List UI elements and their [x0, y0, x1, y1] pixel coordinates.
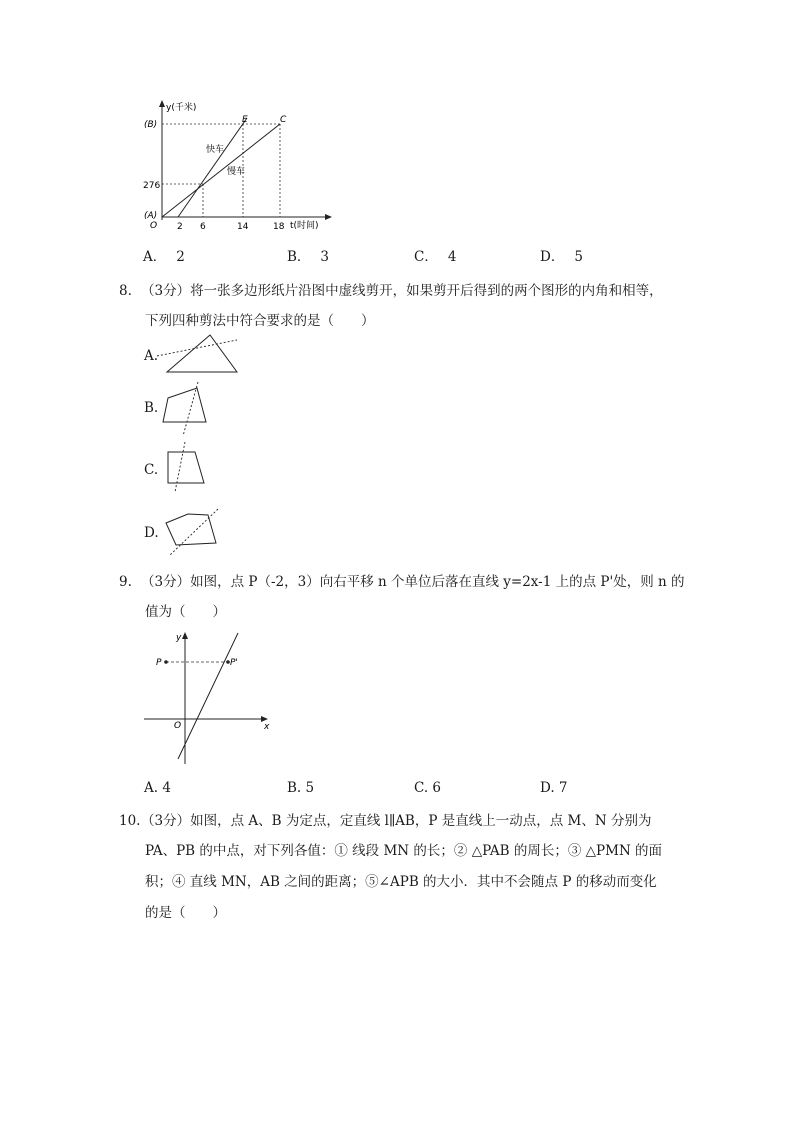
q9-option-c[interactable]: C. 6: [414, 780, 442, 796]
q10-text-line-2: PA、PB 的中点，对下列各值：① 线段 MN 的长；② △PAB 的周长；③ △PMN 的面: [145, 843, 663, 859]
q7-option-d-text: 5: [574, 249, 583, 265]
q10-number: 10.: [119, 813, 141, 829]
q8-option-d[interactable]: D.: [144, 525, 159, 541]
q7-xtick-2: 2: [177, 222, 183, 232]
q7-option-a-letter: A．: [143, 249, 167, 265]
q9-p-prime-label: P': [230, 658, 238, 668]
q7-y-axis-arrow: [159, 100, 165, 107]
q9-text-line-1: （3分）如图，点 P（-2，3）向右平移 n 个单位后落在直线 y=2x-1 上的点 P'处，则 n 的: [141, 574, 685, 590]
q7-origin: O: [150, 221, 158, 231]
q8-text-line-2: 下列四种剪法中符合要求的是（ ）: [145, 313, 375, 329]
q7-option-a[interactable]: [143, 248, 185, 266]
q9-y-label: y: [176, 633, 182, 643]
q7-distance-time-graph: [140, 100, 340, 230]
q9-y-axis-arrow: [182, 632, 188, 639]
q9-line-y-2x-1: [178, 633, 238, 759]
q8-figure-b: [160, 380, 230, 440]
q7-xtick-14: 14: [237, 222, 249, 232]
q8-c-cut-line: [175, 442, 185, 492]
q9-number: 9.: [119, 574, 132, 590]
q8-a-cut-line: [157, 340, 237, 356]
q7-option-b[interactable]: [287, 248, 329, 266]
q7-tick-b: (B): [144, 120, 158, 130]
q9-text-line-2: 值为（ ）: [145, 604, 226, 620]
q8-figure-d: [160, 505, 240, 565]
q7-fast-car-label: 快车: [206, 145, 225, 155]
q7-point-c: C: [280, 115, 287, 125]
q7-option-c-text: 4: [447, 249, 457, 265]
q8-option-c[interactable]: C.: [144, 462, 159, 478]
q7-xtick-6: 6: [200, 222, 206, 232]
q7-option-a-text: 2: [176, 249, 185, 265]
q10-text-line-3: 积；④ 直线 MN，AB 之间的距离；⑤∠APB 的大小．其中不会随点 P 的移动而变化: [145, 874, 657, 890]
q7-option-d-letter: D．: [540, 249, 565, 265]
q9-coordinate-graph: [140, 628, 280, 768]
q8-figure-a: [155, 330, 245, 380]
q8-text-line-1: （3分）将一张多边形纸片沿图中虚线剪开，如果剪开后得到的两个图形的内角和相等，: [141, 283, 663, 299]
q8-option-a[interactable]: A.: [144, 348, 159, 364]
q7-option-c-letter: C．: [414, 249, 438, 265]
q7-slow-car-line: [162, 124, 280, 217]
q9-option-a[interactable]: A. 4: [144, 780, 171, 796]
q10-text-line-1: （3分）如图，点 A、B 为定点，定直线 l∥AB，P 是直线上一动点，点 M、N 分别为: [141, 813, 652, 829]
q9-origin: O: [174, 721, 182, 731]
q7-tick-a: (A): [144, 211, 158, 221]
q7-xtick-18: 18: [273, 222, 285, 232]
q8-option-b[interactable]: B.: [144, 400, 159, 416]
q9-option-d[interactable]: D. 7: [540, 780, 568, 796]
q8-a-triangle: [167, 335, 237, 372]
q7-option-b-letter: B．: [287, 249, 311, 265]
q8-number: 8.: [119, 283, 132, 299]
q8-figure-c: [160, 440, 230, 510]
q7-option-b-text: 3: [320, 249, 330, 265]
q7-slow-car-label: 慢车: [227, 167, 246, 177]
q9-p-label: P: [156, 658, 162, 668]
q7-tick-276: 276: [143, 181, 161, 191]
q8-d-cut-line: [170, 509, 218, 555]
q7-x-axis-label: t(时间): [290, 221, 319, 231]
q7-x-axis-arrow: [325, 214, 332, 220]
q7-option-d[interactable]: [540, 248, 583, 266]
q9-x-label: x: [264, 722, 270, 732]
q8-c-trapezoid: [168, 452, 204, 483]
q8-b-quadrilateral: [163, 388, 206, 422]
q7-y-axis-label: y(千米): [166, 103, 197, 113]
q7-point-e: E: [242, 115, 248, 125]
q10-text-line-4: 的是（ ）: [145, 905, 226, 921]
q9-point-p: [164, 660, 168, 664]
q9-option-b[interactable]: B. 5: [287, 780, 315, 796]
q7-option-c[interactable]: [414, 248, 456, 266]
